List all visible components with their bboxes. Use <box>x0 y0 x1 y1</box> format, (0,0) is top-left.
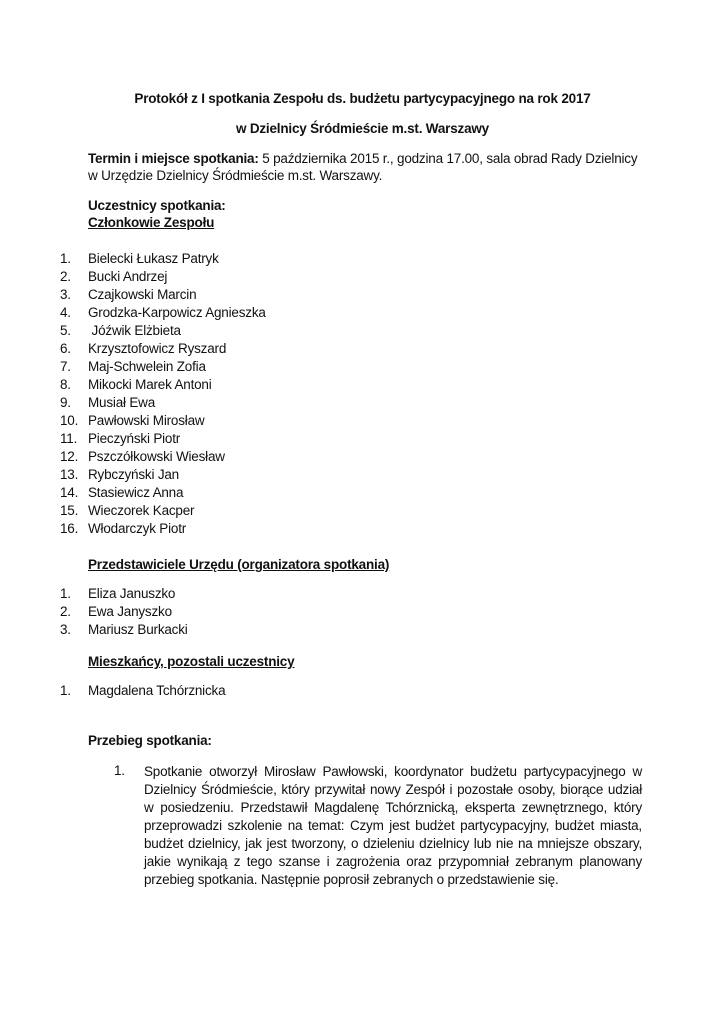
list-item <box>60 682 225 700</box>
list-item <box>60 340 266 358</box>
list-item <box>60 466 266 484</box>
list-item-number: 1. <box>60 251 71 266</box>
list-item-name: Musiał Ewa <box>88 395 156 410</box>
residents-list <box>60 682 225 700</box>
document-subtitle: w Dzielnicy Śródmieście m.st. Warszawy <box>235 121 489 136</box>
list-item <box>60 286 266 304</box>
list-item-name: Bielecki Łukasz Patryk <box>88 251 219 266</box>
list-item <box>60 502 266 520</box>
list-item-name: Mariusz Burkacki <box>88 622 188 637</box>
list-item <box>60 304 266 322</box>
list-item-number: 13. <box>60 467 79 482</box>
list-item <box>60 268 266 286</box>
list-item <box>60 250 266 268</box>
members-heading: Członkowie Zespołu <box>88 215 215 230</box>
list-item-name: Grodzka-Karpowicz Agnieszka <box>88 305 266 320</box>
meeting-time-place-text: 5 października 2015 r., godzina 17.00, sala obrad Rady Dzielnicy w Urzędzie Dzielnicy Śródmieście m.st. Warszawy. <box>88 151 638 183</box>
list-item <box>60 394 266 412</box>
agenda-heading: Przebieg spotkania: <box>88 733 212 748</box>
list-item <box>60 448 266 466</box>
meeting-time-place-label: Termin i miejsce spotkania: <box>88 151 259 166</box>
list-item-name: Maj-Schwelein Zofia <box>88 359 206 374</box>
list-item-number: 2. <box>60 269 71 284</box>
list-item-number: 5. <box>60 323 71 338</box>
list-item-name: Wieczorek Kacper <box>88 503 195 518</box>
list-item-number: 3. <box>60 287 71 302</box>
list-item-name: Stasiewicz Anna <box>88 485 184 500</box>
list-item-name: Eliza Januszko <box>88 586 176 601</box>
list-item-number: 16. <box>60 521 79 536</box>
list-item-name: Czajkowski Marcin <box>88 287 197 302</box>
list-item-name: Krzysztofowicz Ryszard <box>88 341 227 356</box>
list-item-name: Pawłowski Mirosław <box>88 413 205 428</box>
list-item-number: 7. <box>60 359 71 374</box>
list-item-number: 1. <box>60 586 71 601</box>
list-item-number: 10. <box>60 413 79 428</box>
list-item <box>60 484 266 502</box>
office-representatives-heading: Przedstawiciele Urzędu (organizatora spotkania) <box>88 557 390 572</box>
list-item-number: 11. <box>60 431 78 446</box>
list-item-name: Ewa Janyszko <box>88 604 172 619</box>
participants-heading: Uczestnicy spotkania: <box>88 198 226 213</box>
list-item-number: 1. <box>60 683 71 698</box>
list-item-name: Rybczyński Jan <box>88 467 179 482</box>
members-list <box>60 250 266 538</box>
list-item-name: Jóźwik Elżbieta <box>88 323 181 338</box>
list-item <box>60 520 266 538</box>
list-item-number: 3. <box>60 622 71 637</box>
list-item-number: 9. <box>60 395 71 410</box>
office-representatives-list <box>60 585 188 639</box>
document-title: Protokół z I spotkania Zespołu ds. budżetu partycypacyjnego na rok 2017 <box>134 91 591 106</box>
list-item-number: 14. <box>60 485 79 500</box>
list-item-number: 6. <box>60 341 71 356</box>
list-item <box>60 376 266 394</box>
list-item <box>60 603 188 621</box>
residents-heading: Mieszkańcy, pozostali uczestnicy <box>88 654 295 669</box>
list-item-number: 2. <box>60 604 71 619</box>
list-item <box>60 322 266 340</box>
list-item <box>60 358 266 376</box>
agenda-item-number: 1. <box>114 763 125 778</box>
list-item-number: 12. <box>60 449 79 464</box>
list-item <box>60 412 266 430</box>
agenda-item-text: Spotkanie otworzył Mirosław Pawłowski, koordynator budżetu partycypacyjnego w Dzielnicy Śródmieście, który przywitał nowy Zespół i pozostałe osoby, biorące udział w posiedzeniu. Przedstawił Magdalenę Tchórznicką, eksperta zewnętrznego, który przeprowadzi szkolenie na temat: Czym jest budżet partycypacyjny, budżet miasta, budżet dzielnicy, jak jest tworzony, o dzieleniu dzielnicy lub nie na mniejsze obszary, jakie wynikają z tego szanse i zagrożenia oraz przypomniał zebranym planowany przebieg spotkania. Następnie poprosił zebranych o przedstawienie się. <box>144 764 642 887</box>
list-item-name: Pieczyński Piotr <box>88 431 181 446</box>
list-item-name: Magdalena Tchórznicka <box>88 683 226 698</box>
list-item-name: Bucki Andrzej <box>88 269 168 284</box>
list-item-name: Mikocki Marek Antoni <box>88 377 212 392</box>
list-item-number: 15. <box>60 503 79 518</box>
list-item <box>60 585 188 603</box>
list-item <box>60 621 188 639</box>
list-item-name: Włodarczyk Piotr <box>88 521 187 536</box>
list-item-name: Pszczółkowski Wiesław <box>88 449 225 464</box>
list-item-number: 8. <box>60 377 71 392</box>
list-item-number: 4. <box>60 305 71 320</box>
list-item <box>60 430 266 448</box>
meeting-time-place <box>88 150 648 184</box>
